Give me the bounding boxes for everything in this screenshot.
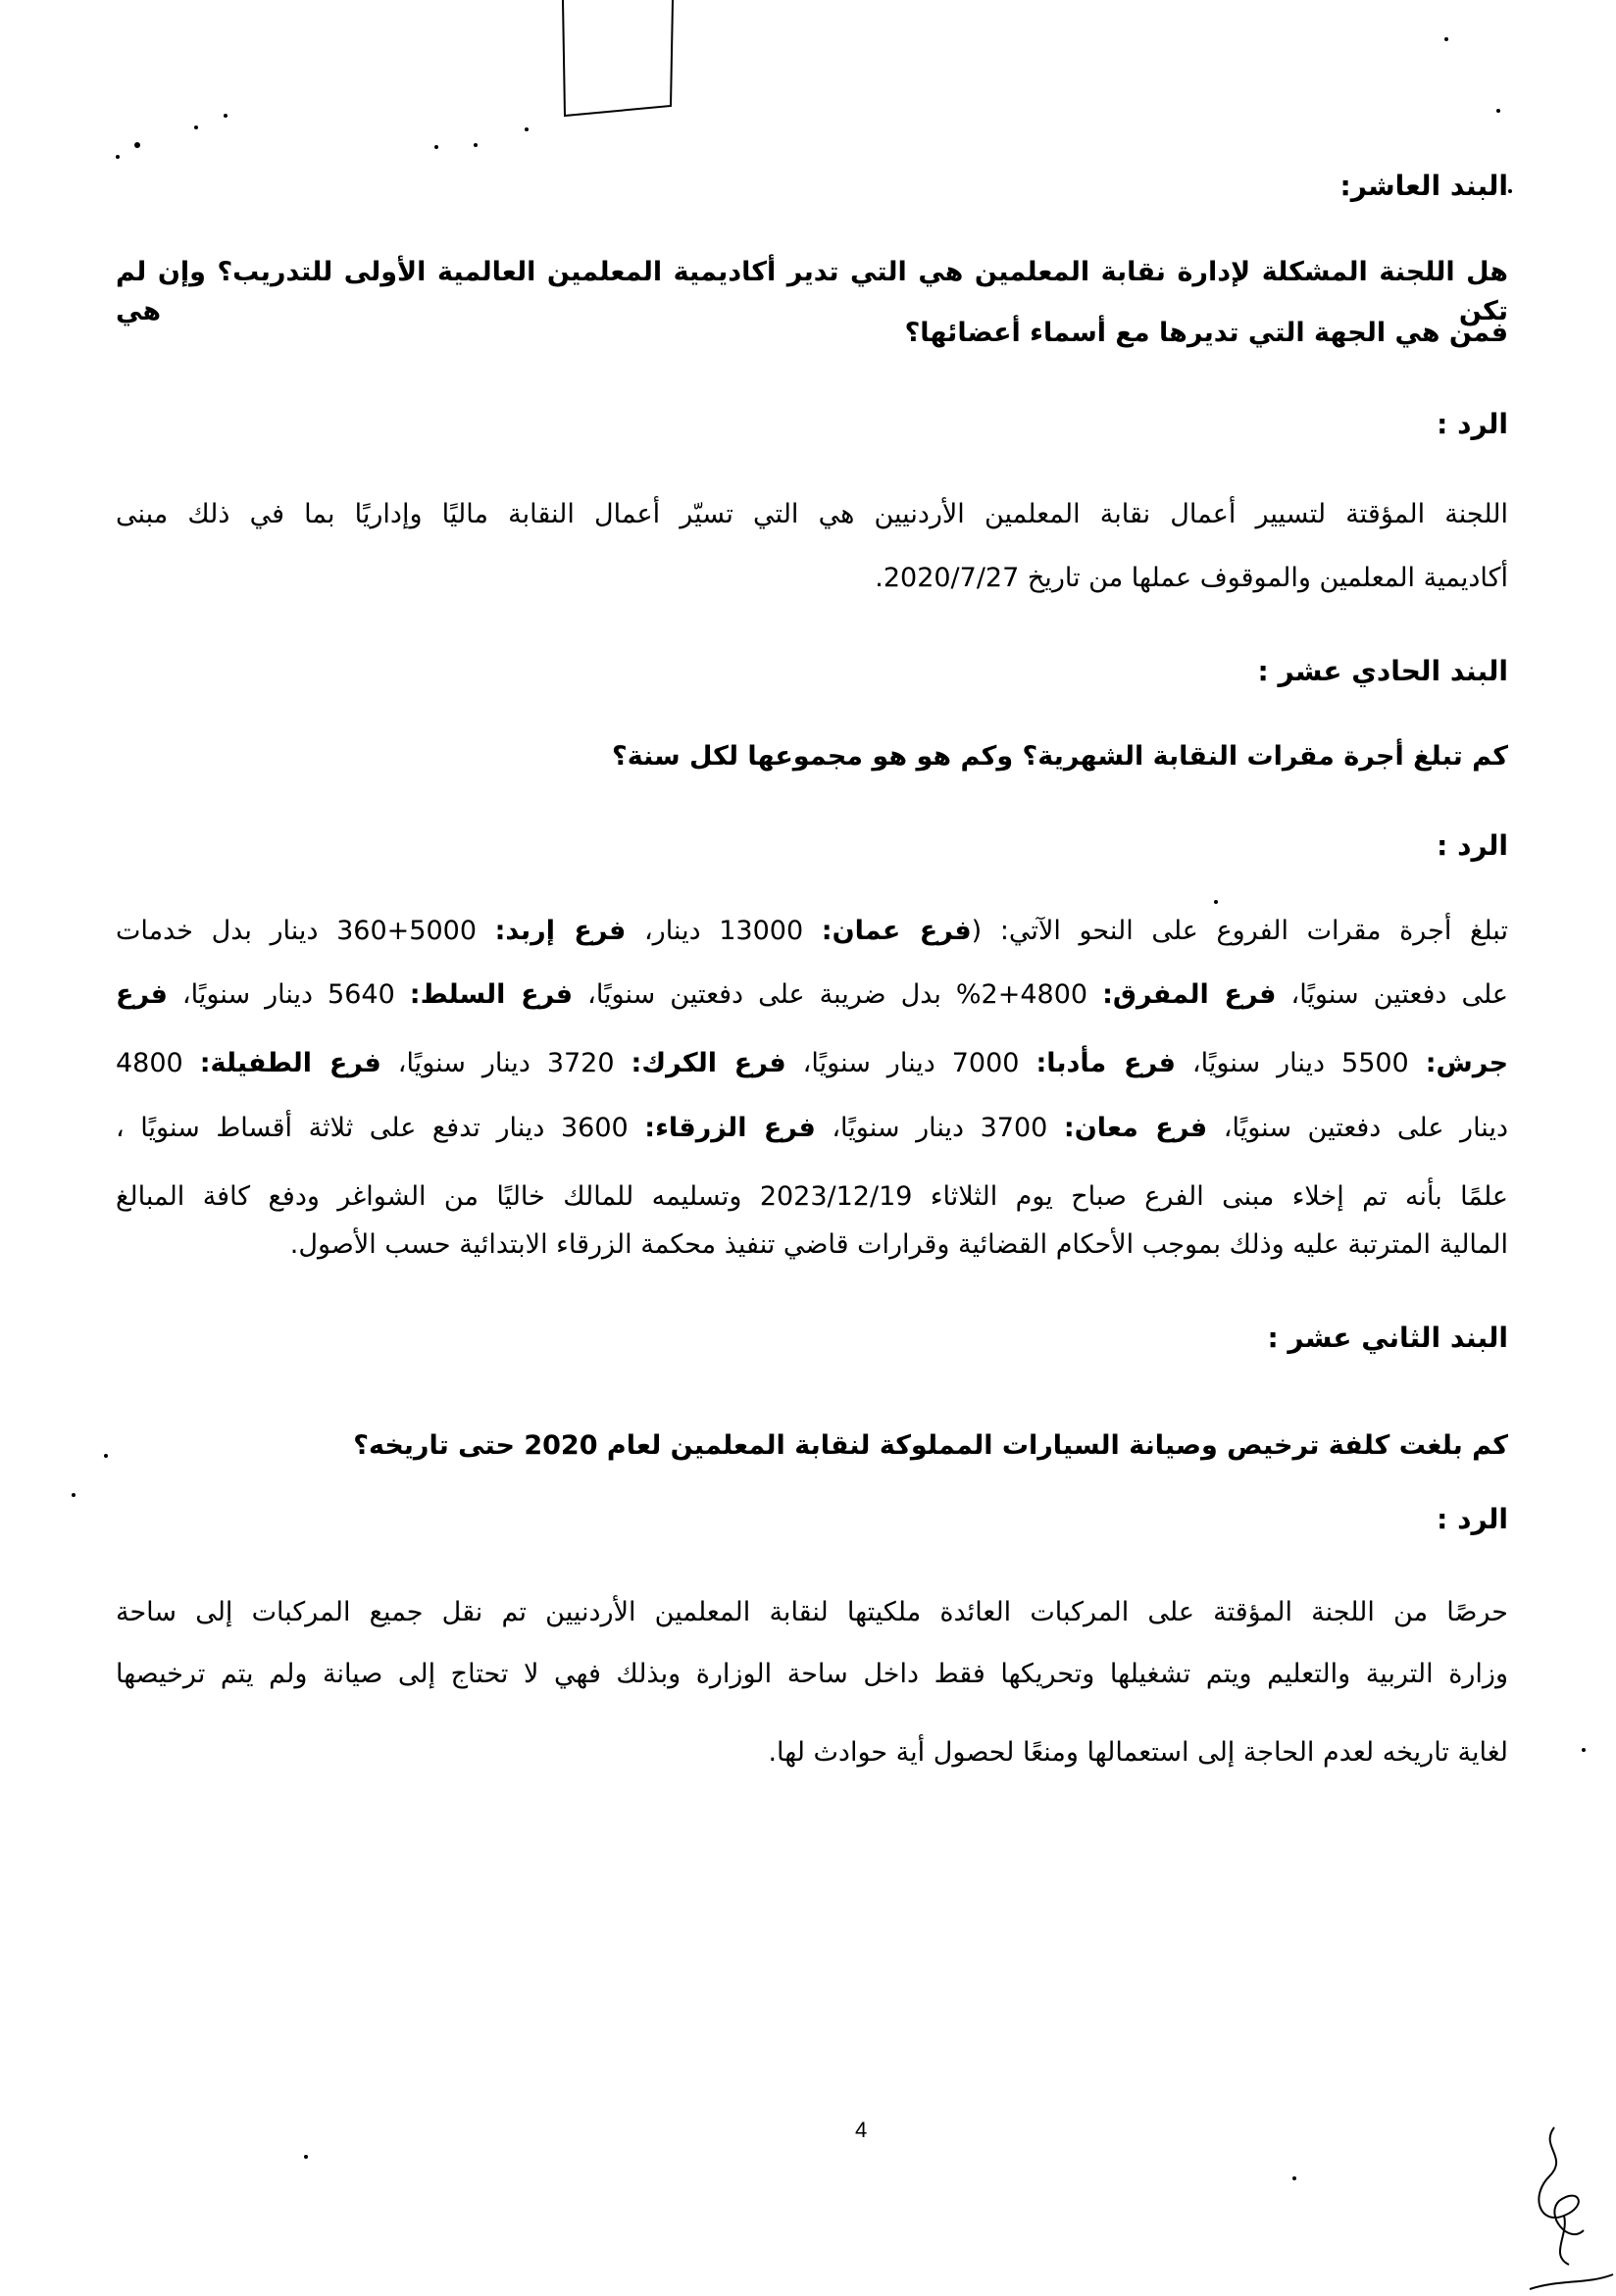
branch-label: جرش: — [1425, 1048, 1509, 1078]
answer-text: على دفعتين سنويًا، — [1276, 979, 1509, 1010]
section-10-reply-label: الرد : — [1437, 408, 1508, 440]
branch-label: فرع عمان: — [821, 916, 972, 946]
answer-text: 5000+360 دينار بدل خدمات — [116, 916, 495, 946]
section-11-answer-line — [116, 1177, 1508, 1217]
section-11-answer-line — [116, 1109, 1508, 1148]
page-number: 4 — [855, 2118, 868, 2142]
answer-text: علمًا بأنه تم إخلاء مبنى الفرع صباح يوم الثلاثاء 2023/12/19 وتسليمه للمالك خاليًا من الشواغر ودفع كافة المبالغ — [116, 1181, 1508, 1212]
answer-text: 5500 دينار سنويًا، — [1175, 1048, 1426, 1078]
section-11-question: كم تبلغ أجرة مقرات النقابة الشهرية؟ وكم هو هو مجموعها لكل سنة؟ — [612, 741, 1508, 772]
branch-label: فرع مأدبا: — [1035, 1048, 1176, 1078]
section-10-answer-line: أكاديمية المعلمين والموقوف عملها من تاريخ 2020/7/27. — [875, 563, 1508, 593]
answer-text: 3600 دينار تدفع على ثلاثة أقساط سنويًا ، — [116, 1113, 645, 1143]
branch-label: فرع الطفيلة: — [199, 1048, 381, 1078]
section-10-question-line: فمن هي الجهة التي تديرها مع أسماء أعضائها؟ — [904, 318, 1508, 348]
section-10-answer-line: اللجنة المؤقتة لتسيير أعمال نقابة المعلمين الأردنيين هي التي تسيّر أعمال النقابة ماليًا وإداريًا بما في ذلك مبنى — [116, 499, 1508, 529]
section-12-reply-label: الرد : — [1437, 1503, 1508, 1535]
answer-text: 13000 دينار، — [626, 916, 822, 946]
signature — [1510, 2118, 1616, 2296]
answer-text: تبلغ أجرة مقرات الفروع على النحو الآتي: ( — [971, 916, 1508, 946]
section-10-question-line: هل اللجنة المشكلة لإدارة نقابة المعلمين هي التي تدير أكاديمية المعلمين العالمية الأولى للتدريب؟ وإن لم تكن هي — [116, 257, 1508, 326]
section-11-answer-line — [116, 1044, 1508, 1083]
branch-label: فرع معان: — [1063, 1113, 1208, 1143]
section-11-heading: البند الحادي عشر : — [1257, 655, 1508, 687]
answer-text: 7000 دينار سنويًا، — [785, 1048, 1036, 1078]
answer-text: 3720 دينار سنويًا، — [380, 1048, 631, 1078]
section-12-answer-line: حرصًا من اللجنة المؤقتة على المركبات العائدة ملكيتها لنقابة المعلمين الأردنيين تم نقل جميع المركبات إلى ساحة — [116, 1597, 1508, 1627]
section-11-answer-line — [116, 975, 1508, 1015]
branch-label: فرع إربد: — [494, 916, 627, 946]
branch-label: فرع — [116, 979, 168, 1010]
answer-text: 4800 — [116, 1048, 200, 1078]
section-11-answer-line — [116, 912, 1508, 951]
section-12-heading: البند الثاني عشر : — [1267, 1322, 1508, 1354]
branch-label: فرع الكرك: — [631, 1048, 786, 1078]
branch-label: فرع الزرقاء: — [644, 1113, 816, 1143]
branch-label: فرع المفرق: — [1102, 979, 1277, 1010]
section-11-answer-line — [116, 1225, 1508, 1265]
section-11-reply-label: الرد : — [1437, 829, 1508, 862]
section-10-heading: البند العاشر: — [1339, 170, 1508, 202]
answer-text: المالية المترتبة عليه وذلك بموجب الأحكام القضائية وقرارات قاضي تنفيذ محكمة الزرقاء الابتدائية حسب الأصول. — [289, 1229, 1508, 1260]
branch-label: فرع السلط: — [409, 979, 574, 1010]
section-12-answer-line: لغاية تاريخه لعدم الحاجة إلى استعمالها ومنعًا لحصول أية حوادث لها. — [768, 1737, 1508, 1768]
section-12-question: كم بلغت كلفة ترخيص وصيانة السيارات المملوكة لنقابة المعلمين لعام 2020 حتى تاريخه؟ — [353, 1430, 1508, 1461]
answer-text: 5640 دينار سنويًا، — [167, 979, 410, 1010]
answer-text: دينار على دفعتين سنويًا، — [1207, 1113, 1508, 1143]
answer-text: 3700 دينار سنويًا، — [815, 1113, 1064, 1143]
section-12-answer-line: وزارة التربية والتعليم ويتم تشغيلها وتحريكها فقط داخل ساحة الوزارة وبذلك فهي لا تحتاج إلى صيانة ولم يتم ترخيصها — [116, 1659, 1508, 1689]
answer-text: 4800+2% بدل ضريبة على دفعتين سنويًا، — [573, 979, 1103, 1010]
